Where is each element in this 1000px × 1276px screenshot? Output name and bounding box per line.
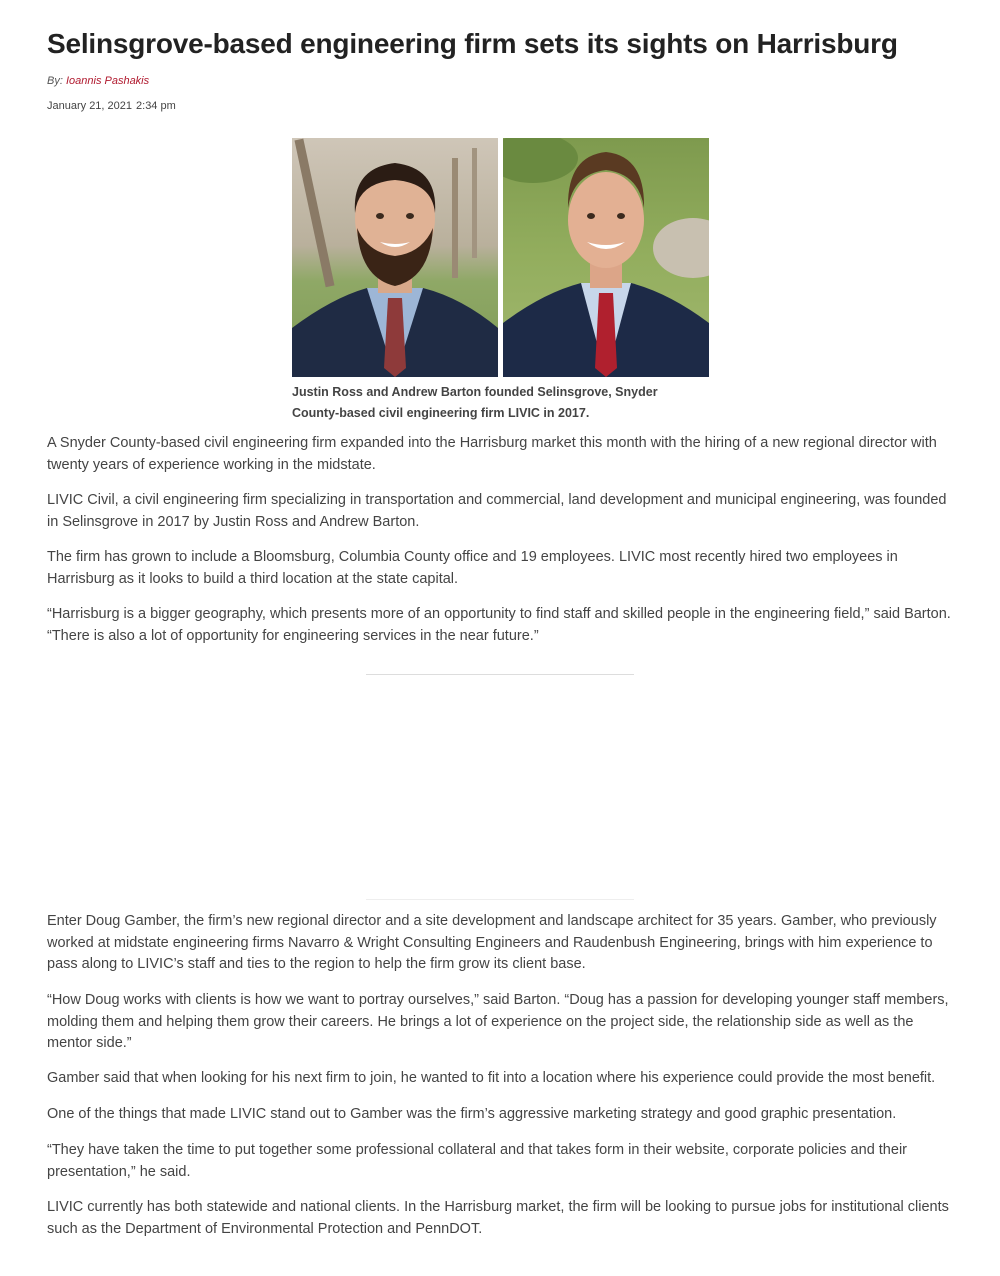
article-paragraph: “How Doug works with clients is how we want to portray ourselves,” said Barton. “Doug has a passion for developing younger staff members, molding them and helping them grow their careers. He brings a lot of experience on the project side, the relationship side as well as the mentor side.” (47, 992, 949, 1051)
article-paragraph: Enter Doug Gamber, the firm’s new regional director and a site development and landscape architect for 35 years. Gamber, who previously worked at midstate engineering firms Navarro & Wright Consulting Engineers and Raudenbush Engineering, brings with him experience to pass along to LIVIC’s staff and ties to the region to help the firm grow its client base. (47, 913, 937, 972)
portrait-photo-right (503, 138, 709, 377)
byline-prefix: By: (47, 75, 63, 87)
article-paragraph: “They have taken the time to put together some professional collateral and that takes form in their website, corporate policies and their presentation,” he said. (47, 1142, 907, 1180)
article-paragraph: Gamber said that when looking for his next firm to join, he wanted to fit into a location where his experience could provide the most benefit. (47, 1070, 936, 1086)
publish-time: 2:34 pm (136, 100, 176, 112)
publish-dateline (47, 100, 176, 112)
article-paragraph: The firm has grown to include a Bloomsburg, Columbia County office and 19 employees. LIVIC most recently hired two employees in Harrisburg as it looks to build a third location at the state capital. (47, 549, 898, 587)
article-paragraph: LIVIC Civil, a civil engineering firm specializing in transportation and commercial, land development and municipal engineering, was founded in Selinsgrove in 2017 by Justin Ross and Andrew Barton. (47, 492, 947, 530)
article-paragraph: “Harrisburg is a bigger geography, which presents more of an opportunity to find staff and skilled people in the engineering field,” said Barton. “There is also a lot of opportunity for engineering services in the near future.” (47, 606, 951, 644)
article-paragraph: LIVIC currently has both statewide and national clients. In the Harrisburg market, the firm will be looking to pursue jobs for institutional clients such as the Department of Environmental Protection and PennDOT. (47, 1199, 949, 1237)
photo-caption: Justin Ross and Andrew Barton founded Selinsgrove, Snyder County-based civil engineering firm LIVIC in 2017. (292, 385, 658, 420)
portrait-photo-left (292, 138, 498, 377)
article-paragraph: A Snyder County-based civil engineering firm expanded into the Harrisburg market this month with the hiring of a new regional director with twenty years of experience working in the midstate. (47, 435, 937, 473)
article-paragraph: One of the things that made LIVIC stand out to Gamber was the firm’s aggressive marketing strategy and good graphic presentation. (47, 1106, 897, 1122)
byline (47, 75, 149, 87)
publish-date: January 21, 2021 (47, 100, 133, 112)
article-headline: Selinsgrove-based engineering firm sets its sights on Harrisburg (47, 28, 898, 59)
ad-placeholder (366, 674, 634, 900)
author-link[interactable]: Ioannis Pashakis (65, 75, 150, 87)
